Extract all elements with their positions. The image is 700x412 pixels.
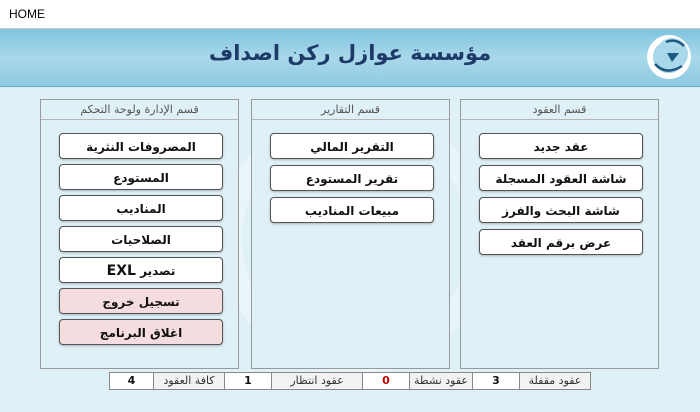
waiting-contracts-value: 1 [224, 372, 272, 390]
window-title: HOME [9, 7, 45, 21]
admin-panel-title: قسم الإدارة ولوحة التحكم [41, 100, 238, 120]
export-exl-button[interactable] [59, 257, 223, 283]
logout-button[interactable]: تسجيل خروج [59, 288, 223, 314]
all-contracts-value: 4 [109, 372, 154, 390]
contracts-status-bar [110, 372, 591, 390]
registered-contracts-button[interactable]: شاشة العقود المسجلة [479, 165, 643, 191]
header-banner [0, 29, 700, 87]
contracts-panel [460, 99, 659, 369]
search-filter-button[interactable]: شاشة البحث والفرز [479, 197, 643, 223]
exl-label: EXL [106, 263, 136, 279]
permissions-button[interactable]: الصلاحيات [59, 226, 223, 252]
close-program-button[interactable]: اغلاق البرنامج [59, 319, 223, 345]
title-bar [0, 0, 700, 29]
petty-expenses-button[interactable]: المصروفات النثرية [59, 133, 223, 159]
export-label: تصدير [140, 264, 176, 278]
admin-panel [40, 99, 239, 369]
active-contracts-label: عقود نشطة [409, 372, 473, 390]
agents-sales-button[interactable]: مبيعات المناديب [270, 197, 434, 223]
contracts-panel-title: قسم العقود [461, 100, 658, 120]
main-form [0, 29, 700, 412]
view-by-contract-number-button[interactable]: عرض برقم العقد [479, 229, 643, 255]
warehouse-button[interactable]: المستودع [59, 164, 223, 190]
new-contract-button[interactable]: عقد جديد [479, 133, 643, 159]
crescent-logo-icon [646, 34, 692, 80]
agents-button[interactable]: المناديب [59, 195, 223, 221]
warehouse-report-button[interactable]: تقرير المستودع [270, 165, 434, 191]
closed-contracts-label: عقود مقفلة [519, 372, 591, 390]
app-title: مؤسسة عوازل ركن اصداف [208, 41, 492, 65]
reports-panel-title: قسم التقارير [252, 100, 449, 120]
all-contracts-label: كافة العقود [153, 372, 225, 390]
financial-report-button[interactable]: التقرير المالي [270, 133, 434, 159]
closed-contracts-value: 3 [472, 372, 520, 390]
waiting-contracts-label: عقود انتظار [271, 372, 363, 390]
active-contracts-value: 0 [362, 372, 410, 390]
reports-panel [251, 99, 450, 369]
